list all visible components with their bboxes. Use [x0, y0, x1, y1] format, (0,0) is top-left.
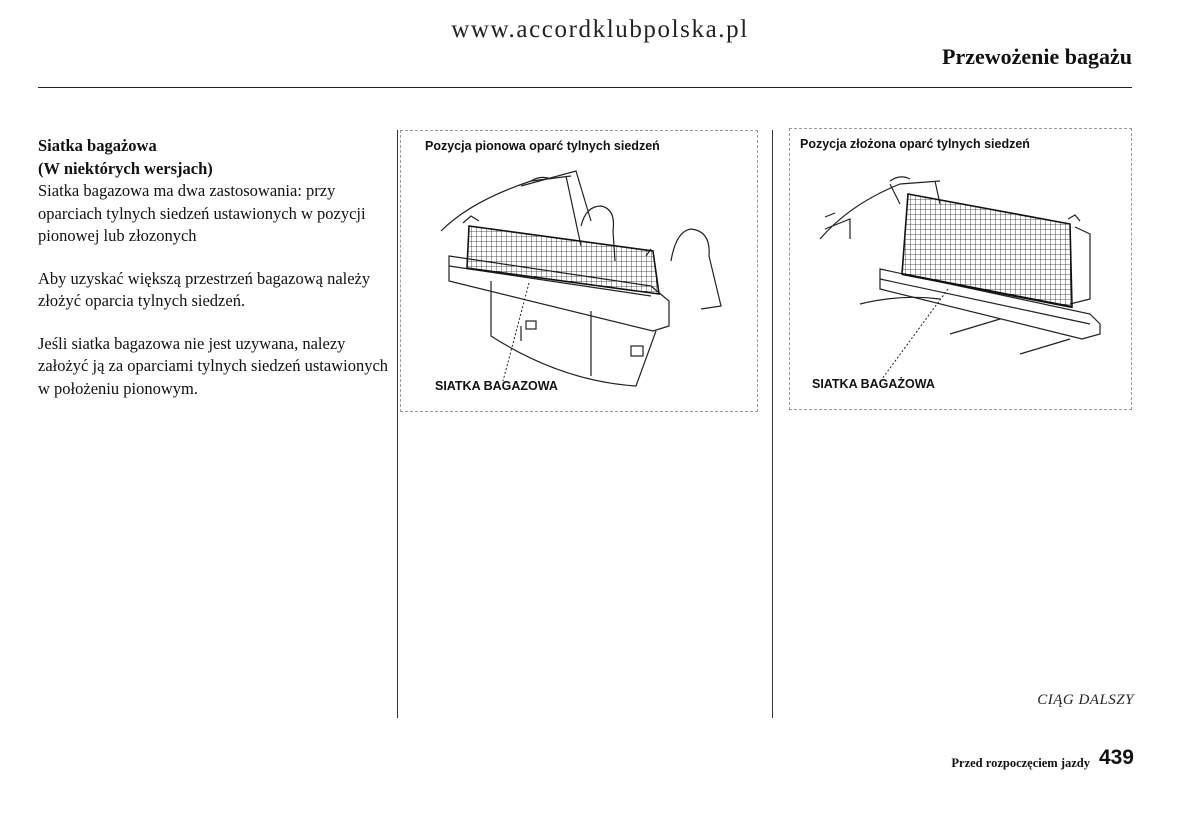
cargo-net-folded-illustration [790, 129, 1131, 409]
figure-label-cargo-net: SIATKA BAGAŻOWA [812, 377, 935, 391]
section-subheading: (W niektórych wersjach) [38, 158, 213, 178]
column-divider-left [397, 130, 398, 718]
paragraph-usage: Siatka bagazowa ma dwa zastosowania: przy oparciach tylnych siedzeń ustawionych w pozycji pionowej lub złozonych [38, 181, 366, 245]
section-heading: Siatka bagażowa [38, 136, 157, 155]
cargo-net-upright-illustration [401, 131, 757, 411]
continued-note: CIĄG DALSZY [1037, 692, 1134, 708]
page-number: 439 [1098, 746, 1134, 769]
figure-caption: Pozycja złożona oparć tylnych siedzeń [800, 137, 1030, 151]
paragraph-not-used: Jeśli siatka bagazowa nie jest uzywana, nalezy założyć ją za oparciami tylnych siedzeń ustawionych w położeniu pionowym. [38, 333, 389, 398]
column-divider-right [772, 130, 773, 718]
section-title: Przewożenie bagażu [942, 44, 1132, 69]
header-divider [38, 87, 1132, 88]
watermark-url: www.accordklubpolska.pl [451, 16, 749, 43]
figure-caption: Pozycja pionowa oparć tylnych siedzeń [425, 139, 660, 153]
figure-upright-seats [400, 130, 758, 412]
paragraph-more-space: Aby uzyskać większą przestrzeń bagazową należy złożyć oparcia tylnych siedzeń. [38, 268, 371, 310]
figure-folded-seats [789, 128, 1132, 410]
chapter-name: Przed rozpoczęciem jazdy [951, 756, 1090, 770]
left-column-text [38, 135, 390, 420]
figure-label-cargo-net: SIATKA BAGAZOWA [435, 379, 558, 393]
